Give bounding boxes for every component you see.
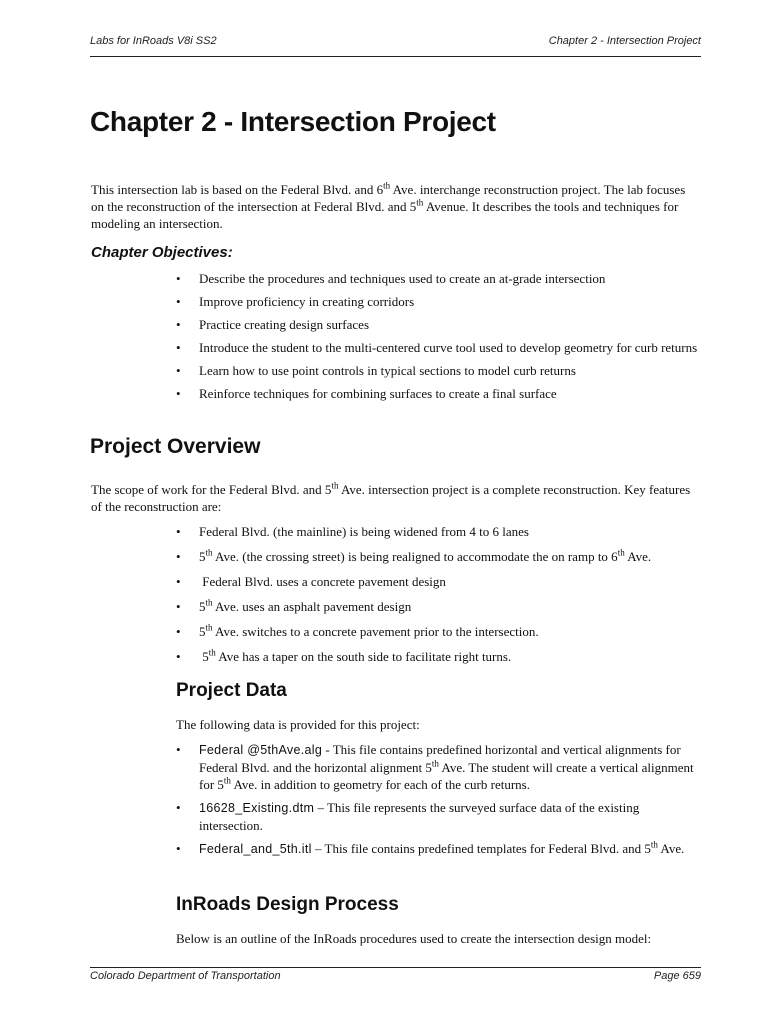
feature-item: • 5th Ave. switches to a concrete pavement prior to the intersection. bbox=[176, 624, 701, 640]
file-name: Federal @5thAve.alg bbox=[199, 743, 323, 757]
feature-item: • 5th Ave. uses an asphalt pavement design bbox=[176, 599, 701, 615]
data-file-item: • Federal_and_5th.itl – This file contains predefined templates for Federal Blvd. and 5th Ave. bbox=[176, 840, 701, 858]
features-list bbox=[176, 524, 701, 665]
feature-item: • Federal Blvd. (the mainline) is being widened from 4 to 6 lanes bbox=[176, 524, 701, 540]
objective-item: • Introduce the student to the multi-centered curve tool used to develop geometry for curb returns bbox=[176, 340, 701, 356]
chapter-title: Chapter 2 - Intersection Project bbox=[90, 106, 496, 137]
objective-item: • Learn how to use point controls in typical sections to model curb returns bbox=[176, 363, 701, 379]
feature-item: • 5th Ave. (the crossing street) is being realigned to accommodate the on ramp to 6th Ave. bbox=[176, 549, 701, 565]
overview-paragraph: The scope of work for the Federal Blvd. and 5th Ave. intersection project is a complete reconstruction. Key features of the reconstruction are: bbox=[91, 480, 691, 514]
intro-paragraph: This intersection lab is based on the Federal Blvd. and 6th Ave. interchange reconstruction project. The lab focuses on the reconstruction of the intersection at Federal Blvd. and 5th Avenue. It describes the tools and techniques for modeling an intersection. bbox=[91, 180, 686, 231]
project-data-heading: Project Data bbox=[176, 680, 287, 701]
header-right: Chapter 2 - Intersection Project bbox=[548, 35, 701, 47]
page-header bbox=[90, 34, 701, 57]
feature-item: • Federal Blvd. uses a concrete pavement design bbox=[176, 574, 701, 590]
objective-item: • Describe the procedures and techniques used to create an at-grade intersection bbox=[176, 271, 701, 287]
page-footer bbox=[90, 967, 701, 987]
design-process-heading: InRoads Design Process bbox=[176, 894, 399, 915]
header-left: Labs for InRoads V8i SS2 bbox=[90, 35, 217, 47]
objectives-list bbox=[176, 271, 701, 402]
objective-item: • Practice creating design surfaces bbox=[176, 317, 701, 333]
design-process-text: Below is an outline of the InRoads procedures used to create the intersection design model: bbox=[176, 931, 652, 946]
footer-left: Colorado Department of Transportation bbox=[90, 970, 281, 982]
project-data-intro: The following data is provided for this project: bbox=[176, 717, 420, 732]
file-name: 16628_Existing.dtm bbox=[199, 801, 315, 815]
data-file-item: • Federal @5thAve.alg - This file contains predefined horizontal and vertical alignments for Federal Blvd. and the horizontal alignment 5th Ave. The student will create a vertical alignment for 5th Ave. in addition to geometry for each of the curb returns. bbox=[176, 741, 701, 793]
objective-item: • Reinforce techniques for combining surfaces to create a final surface bbox=[176, 386, 701, 402]
data-file-item: • 16628_Existing.dtm – This file represents the surveyed surface data of the existing intersection. bbox=[176, 799, 701, 834]
objective-item: • Improve proficiency in creating corridors bbox=[176, 294, 701, 310]
project-overview-heading: Project Overview bbox=[90, 435, 261, 458]
page-number: Page 659 bbox=[653, 970, 701, 982]
project-data-list bbox=[176, 741, 701, 858]
file-name: Federal_and_5th.itl bbox=[199, 842, 312, 856]
objectives-heading: Chapter Objectives: bbox=[91, 244, 233, 261]
feature-item: • 5th Ave has a taper on the south side to facilitate right turns. bbox=[176, 649, 701, 665]
